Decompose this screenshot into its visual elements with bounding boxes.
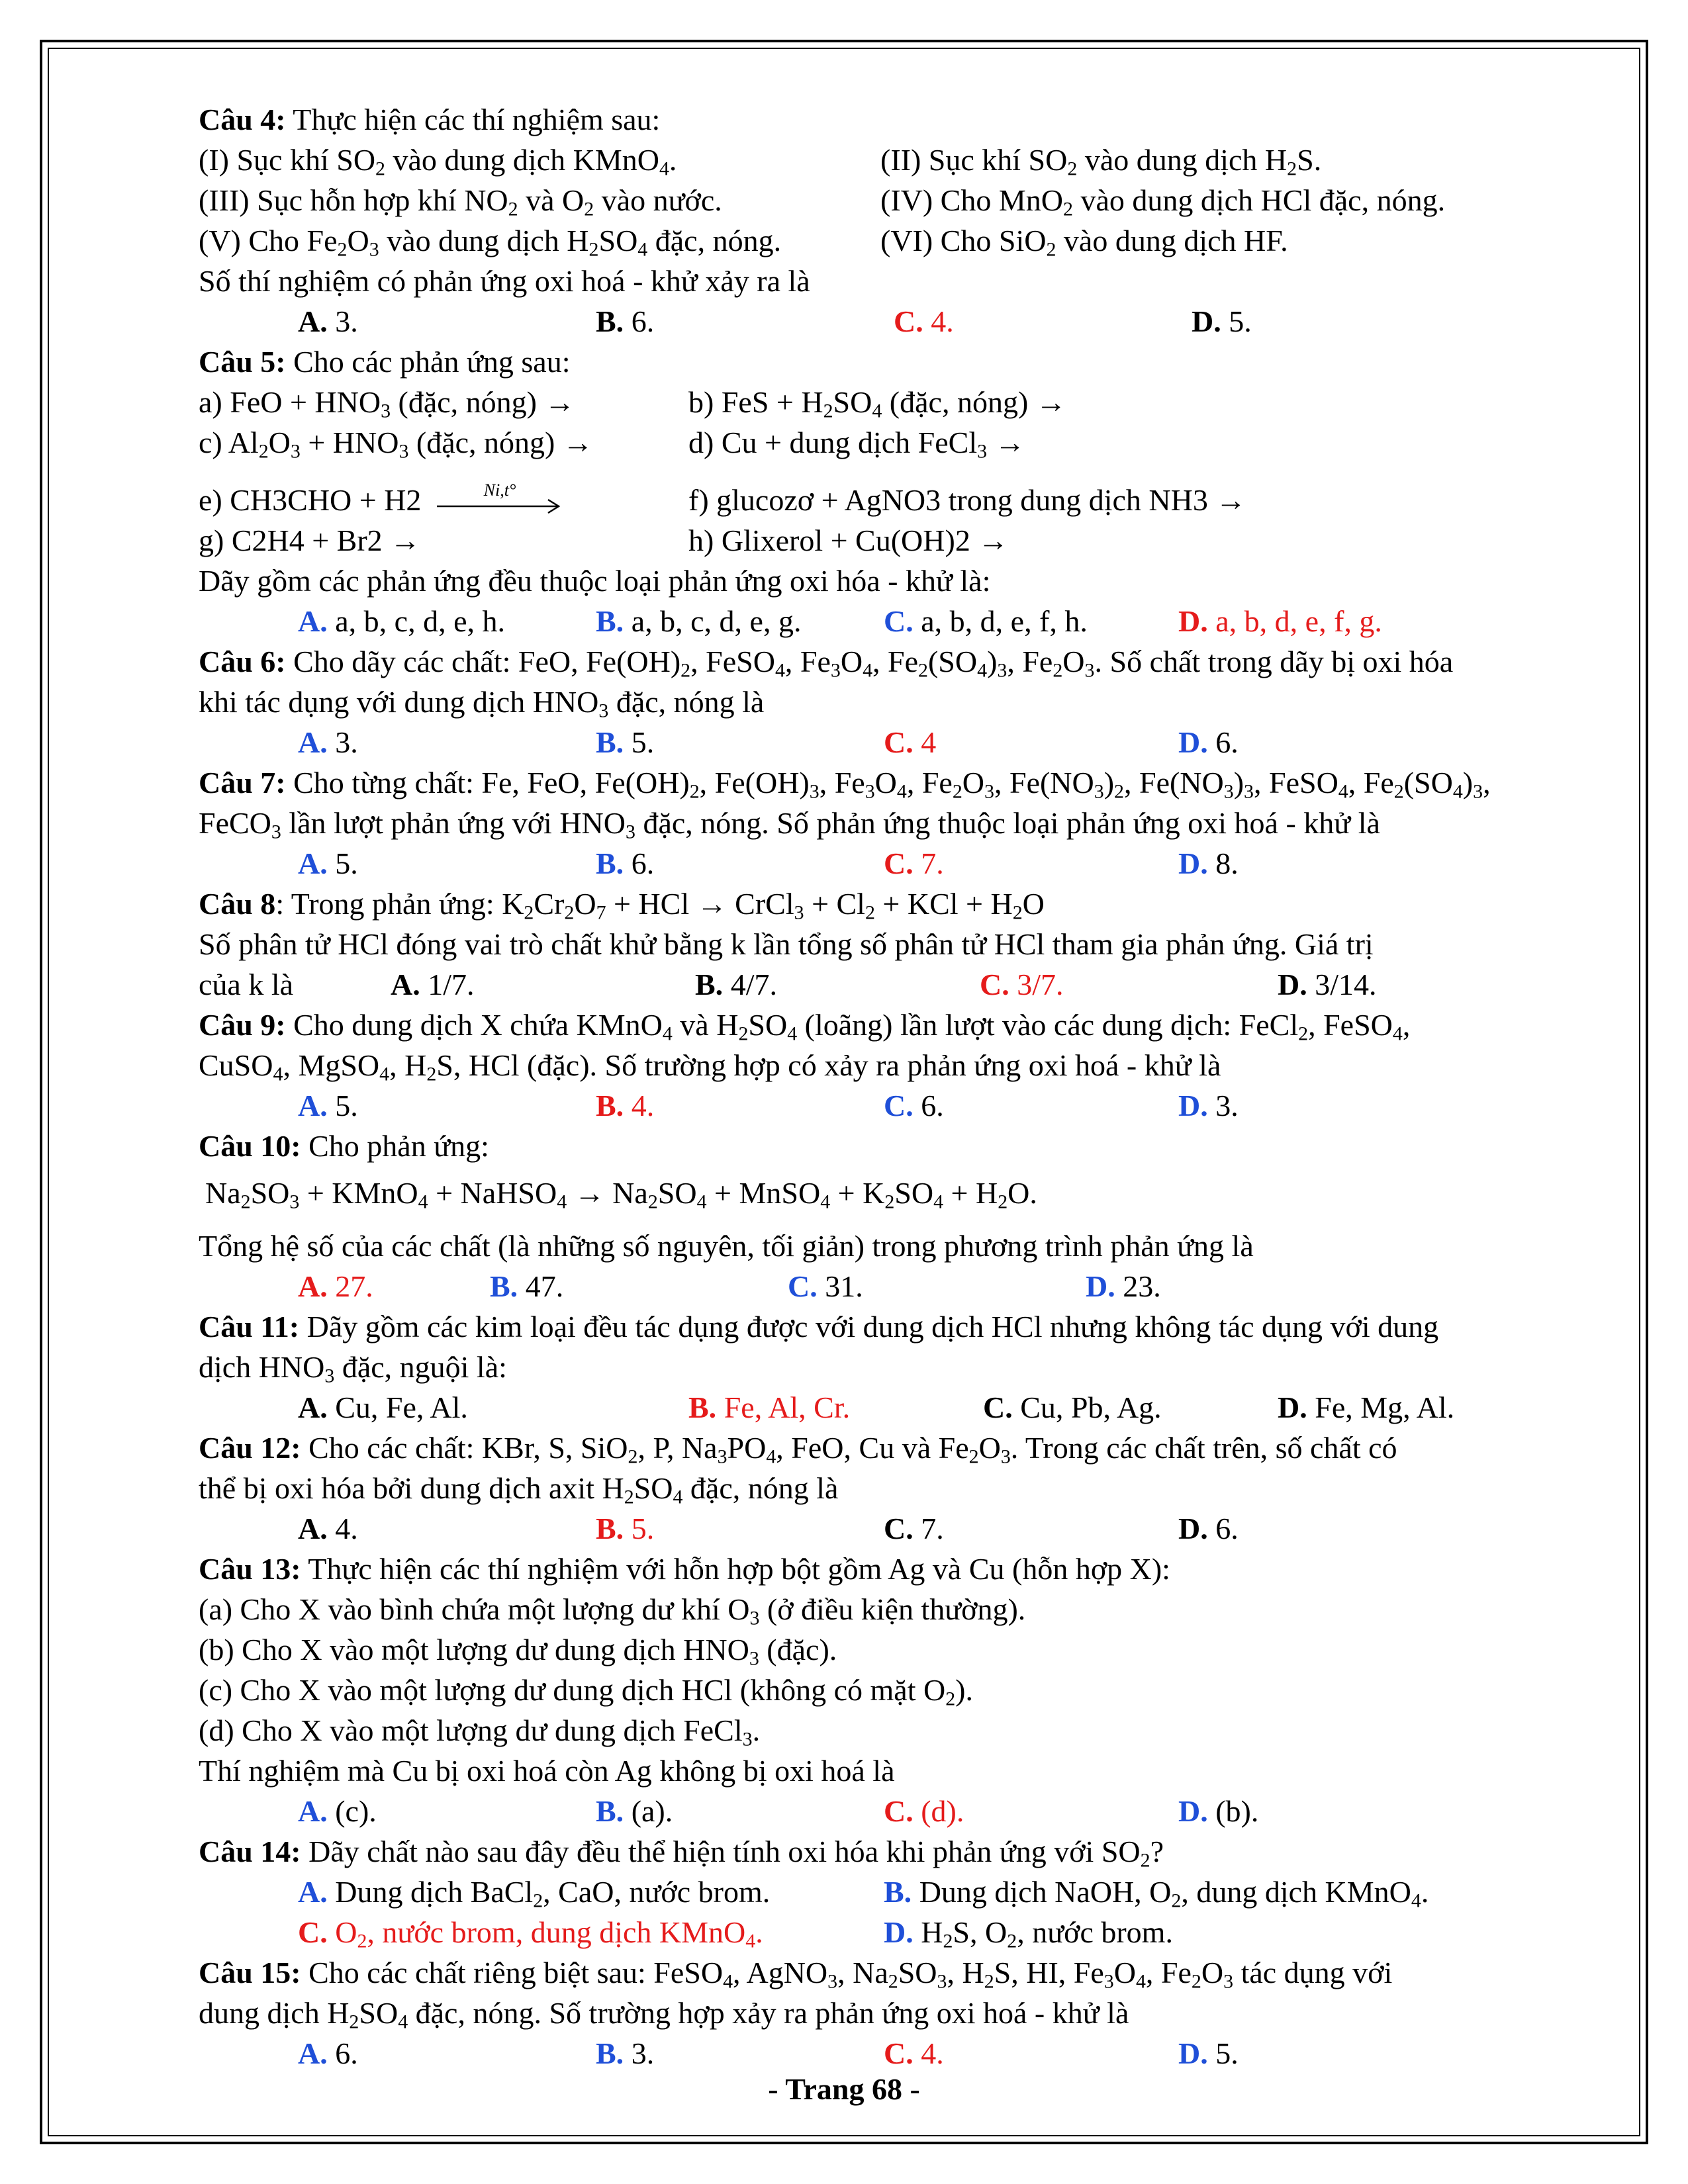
q13-exp-c: (c) Cho X vào một lượng dư dung dịch HCl (không có mặt $O_2$). bbox=[199, 1673, 973, 1710]
q15-stem: Câu 15: Cho các chất riêng biệt sau: FeSO$_4$, AgNO$_3$, $Na_2SO_3$, $H_2S$, HI, $Fe_3O_4$, $Fe_2O_3$ tác dụng với bbox=[199, 1956, 1393, 1993]
q13-exp-b: (b) Cho X vào một lượng dư dung dịch $HNO_3$ (đặc). bbox=[199, 1633, 837, 1670]
q8-answers: của k là A. 1/7. B. 4/7. C. 3/7. D. 3/14. bbox=[199, 968, 1377, 1001]
q11-answers: A. Cu, Fe, Al. B. Fe, Al, Cr. C. Cu, Pb, Ag. D. Fe, Mg, Al. bbox=[298, 1390, 1455, 1424]
q9-answers: A. 5. B. 4. C. 6. D. 3. bbox=[298, 1089, 1239, 1122]
q15-answers: A. 6. B. 3. C. 4. D. 5. bbox=[298, 2036, 1239, 2070]
q4-stem: Câu 4: Thực hiện các thí nghiệm sau: bbox=[199, 103, 661, 136]
arrow-condition-label: Ni,t° bbox=[483, 484, 516, 500]
q12-stem: Câu 12: Cho các chất: KBr, S, SiO$_2$, P, $Na_3PO_4$, FeO, Cu và $Fe_2O_3$. Trong các chất trên, số chất có bbox=[199, 1431, 1397, 1468]
q10-answers: A. 27. B. 47. C. 31. D. 23. bbox=[298, 1269, 1161, 1303]
q5-ask: Dãy gồm các phản ứng đều thuộc loại phản ứng oxi hóa - khử là: bbox=[199, 564, 991, 598]
q13-ask: Thí nghiệm mà Cu bị oxi hoá còn Ag không bị oxi hoá là bbox=[199, 1754, 895, 1788]
q7-stem: Câu 7: Cho từng chất: Fe, FeO, $Fe(OH)_2$, $Fe(OH)_3$, $Fe_3O_4$, $Fe_2O_3$, $Fe(NO_3)_2$, $Fe(NO_3)_3$, FeSO$_4$, $Fe_2(SO_4)_3$, bbox=[199, 766, 1491, 803]
q6-stem: Câu 6: Cho dãy các chất: FeO, $Fe(OH)_2$, FeSO$_4$, $Fe_3O_4$, $Fe_2(SO_4)_3$, $Fe_2O_3$. Số chất trong dãy bị oxi hóa bbox=[199, 645, 1454, 682]
q4-items-3: (V) Cho $Fe_2O_3$ vào dung dịch $H_2SO_4$ đặc, nóng. (VI) Cho SiO$_2$ vào dung dịch HF. bbox=[199, 224, 1288, 261]
q8-stem-2: Số phân tử HCl đóng vai trò chất khử bằng k lần tổng số phân tử HCl tham gia phản ứng. Giá trị bbox=[199, 927, 1374, 961]
q13-exp-a: (a) Cho X vào bình chứa một lượng dư khí $O_3$ (ở điều kiện thường). bbox=[199, 1592, 1026, 1629]
q4-items-1: (I) Sục khí $SO_2$ vào dung dịch KMnO$_4$. (II) Sục khí $SO_2$ vào dung dịch $H_2S$. bbox=[199, 143, 1322, 180]
q5-reactions-ef: e) CH3CHO + H2 Ni,t° f) glucozơ + AgNO3 trong dung dịch NH3 → bbox=[199, 463, 1589, 520]
q7-stem-2: FeCO$_3$ lần lượt phản ứng với $HNO_3$ đặc, nóng. Số phản ứng thuộc loại phản ứng oxi hoá - khử là bbox=[199, 806, 1380, 843]
q5-answers: A. a, b, c, d, e, h. B. a, b, c, d, e, g. C. a, b, d, e, f, h. D. a, b, d, e, f, g. bbox=[298, 604, 1382, 638]
q5-reactions-ab: a) FeO + $HNO_3$ (đặc, nóng) → b) FeS + $H_2SO_4$ (đặc, nóng) → bbox=[199, 385, 1066, 422]
q13-exp-d: (d) Cho X vào một lượng dư dung dịch FeCl$_3$. bbox=[199, 1713, 761, 1751]
q11-stem-2: dịch $HNO_3$ đặc, nguội là: bbox=[199, 1350, 507, 1387]
arrow-ni-catalyst-icon bbox=[437, 484, 563, 523]
page-footer: - Trang 68 - bbox=[768, 2072, 920, 2106]
q5-reactions-cd: c) $Al_2O_3 + HNO_3$ (đặc, nóng) → d) Cu + dung dịch FeCl$_3$ → bbox=[199, 426, 1025, 463]
q12-answers: A. 4. B. 5. C. 7. D. 6. bbox=[298, 1512, 1239, 1545]
document-body bbox=[199, 99, 1589, 2073]
q8-stem: Câu 8: Trong phản ứng: $K_2Cr_2O_7$ + HCl → CrCl$_3$ + $Cl_2$ + KCl + $H_2O$ bbox=[199, 887, 1045, 924]
q10-stem: Câu 10: Cho phản ứng: bbox=[199, 1129, 489, 1163]
q4-ask: Số thí nghiệm có phản ứng oxi hoá - khử xảy ra là bbox=[199, 264, 810, 298]
q11-stem: Câu 11: Dãy gồm các kim loại đều tác dụng được với dung dịch HCl nhưng không tác dụng với dung bbox=[199, 1310, 1439, 1343]
q14-answers-ab: A. Dung dịch BaCl$_2$, CaO, nước brom. B. Dung dịch NaOH, $O_2$, dung dịch KMnO$_4$. bbox=[298, 1875, 1429, 1912]
q4-items-2: (III) Sục hỗn hợp khí $NO_2$ và $O_2$ vào nước. (IV) Cho MnO$_2$ vào dung dịch HCl đặc, nóng. bbox=[199, 183, 1446, 220]
q9-stem-2: CuSO$_4$, MgSO$_4$, $H_2S$, HCl (đặc). Số trường hợp có xảy ra phản ứng oxi hoá - khử là bbox=[199, 1048, 1221, 1085]
q10-ask: Tổng hệ số của các chất (là những số nguyên, tối giản) trong phương trình phản ứng là bbox=[199, 1229, 1254, 1263]
q5-reactions-gh: g) C2H4 + Br2 → h) Glixerol + Cu(OH)2 → bbox=[199, 523, 1009, 557]
q7-answers: A. 5. B. 6. C. 7. D. 8. bbox=[298, 846, 1239, 880]
q14-stem: Câu 14: Dãy chất nào sau đây đều thể hiện tính oxi hóa khi phản ứng với $SO_2$? bbox=[199, 1835, 1164, 1872]
q9-stem: Câu 9: Cho dung dịch X chứa KMnO$_4$ và $H_2SO_4$ (loãng) lần lượt vào các dung dịch: FeCl$_2$, FeSO$_4$, bbox=[199, 1008, 1411, 1045]
q6-answers: A. 3. B. 5. C. 4 D. 6. bbox=[298, 725, 1239, 759]
q6-stem-2: khi tác dụng với dung dịch $HNO_3$ đặc, nóng là bbox=[199, 685, 765, 722]
q5-stem: Câu 5: Cho các phản ứng sau: bbox=[199, 345, 571, 379]
q4-answers: A. 3. B. 6. C. 4. D. 5. bbox=[298, 304, 1252, 338]
q12-stem-2: thể bị oxi hóa bởi dung dịch axit $H_2SO_4$ đặc, nóng là bbox=[199, 1471, 839, 1508]
q10-equation: $Na_2SO_3$ + KMnO$_4$ + NaHSO$_4$ → $Na_2SO_4$ + MnSO$_4$ + $K_2SO_4 + H_2O$. bbox=[205, 1176, 1037, 1213]
q13-answers: A. (c). B. (a). C. (d). D. (b). bbox=[298, 1794, 1259, 1828]
q15-stem-2: dung dịch $H_2SO_4$ đặc, nóng. Số trường hợp xảy ra phản ứng oxi hoá - khử là bbox=[199, 1996, 1129, 2033]
q13-stem: Câu 13: Thực hiện các thí nghiệm với hỗn hợp bột gồm Ag và Cu (hỗn hợp X): bbox=[199, 1552, 1170, 1586]
q14-answers-cd: C. $O_2$, nước brom, dung dịch KMnO$_4$. D. $H_2S$, $O_2$, nước brom. bbox=[298, 1915, 1173, 1952]
